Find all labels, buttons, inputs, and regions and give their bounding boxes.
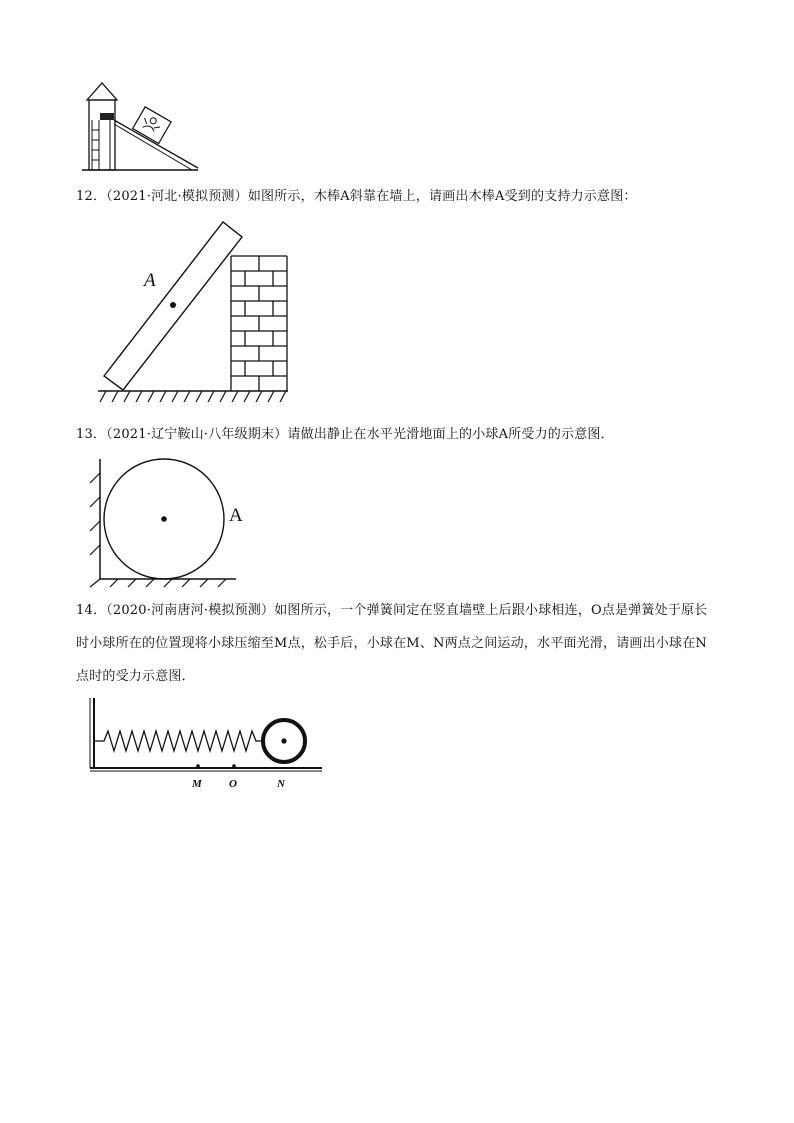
point-n-label: N	[277, 778, 285, 790]
brick-wall	[231, 256, 287, 391]
rod-wall-figure	[96, 218, 296, 408]
question-source: （2021·河北·模拟预测）	[106, 189, 248, 204]
question-number: 14．	[76, 603, 107, 618]
spring	[94, 731, 262, 751]
question-source: （2021·辽宁鞍山·八年级期末）	[106, 427, 288, 442]
question-text: 请做出静止在水平光滑地面上的小球A所受力的示意图．	[287, 427, 614, 442]
question-number: 12．	[76, 189, 107, 204]
point-o-label: O	[229, 778, 237, 790]
rod-center-point	[170, 302, 176, 308]
question-number: 13．	[76, 427, 107, 442]
question-14	[76, 594, 716, 693]
ball-corner-figure	[84, 455, 259, 590]
ball-center-point	[161, 516, 167, 522]
question-text: 如图所示，木棒A斜靠在墙上，请画出木棒A受到的支持力示意图：	[247, 189, 637, 204]
point-m-label: M	[192, 778, 202, 790]
question-12	[76, 180, 716, 213]
spring-ball-figure	[84, 694, 329, 794]
ball-label: A	[229, 505, 243, 526]
slide-figure	[80, 80, 205, 175]
ball-center-point	[281, 738, 286, 743]
question-source: （2020·河南唐河·模拟预测）	[106, 603, 275, 618]
question-13	[76, 418, 716, 451]
rod-label: A	[144, 270, 156, 291]
question-text: 如图所示，一个弹簧间定在竖直墙壁上后跟小球相连，O点是弹簧处于原长时小球所在的位置现将小球压缩至M点，松手后，小球在M、N两点之间运动，水平面光滑，请画出小球在N点时的受力示意图．	[76, 603, 708, 684]
